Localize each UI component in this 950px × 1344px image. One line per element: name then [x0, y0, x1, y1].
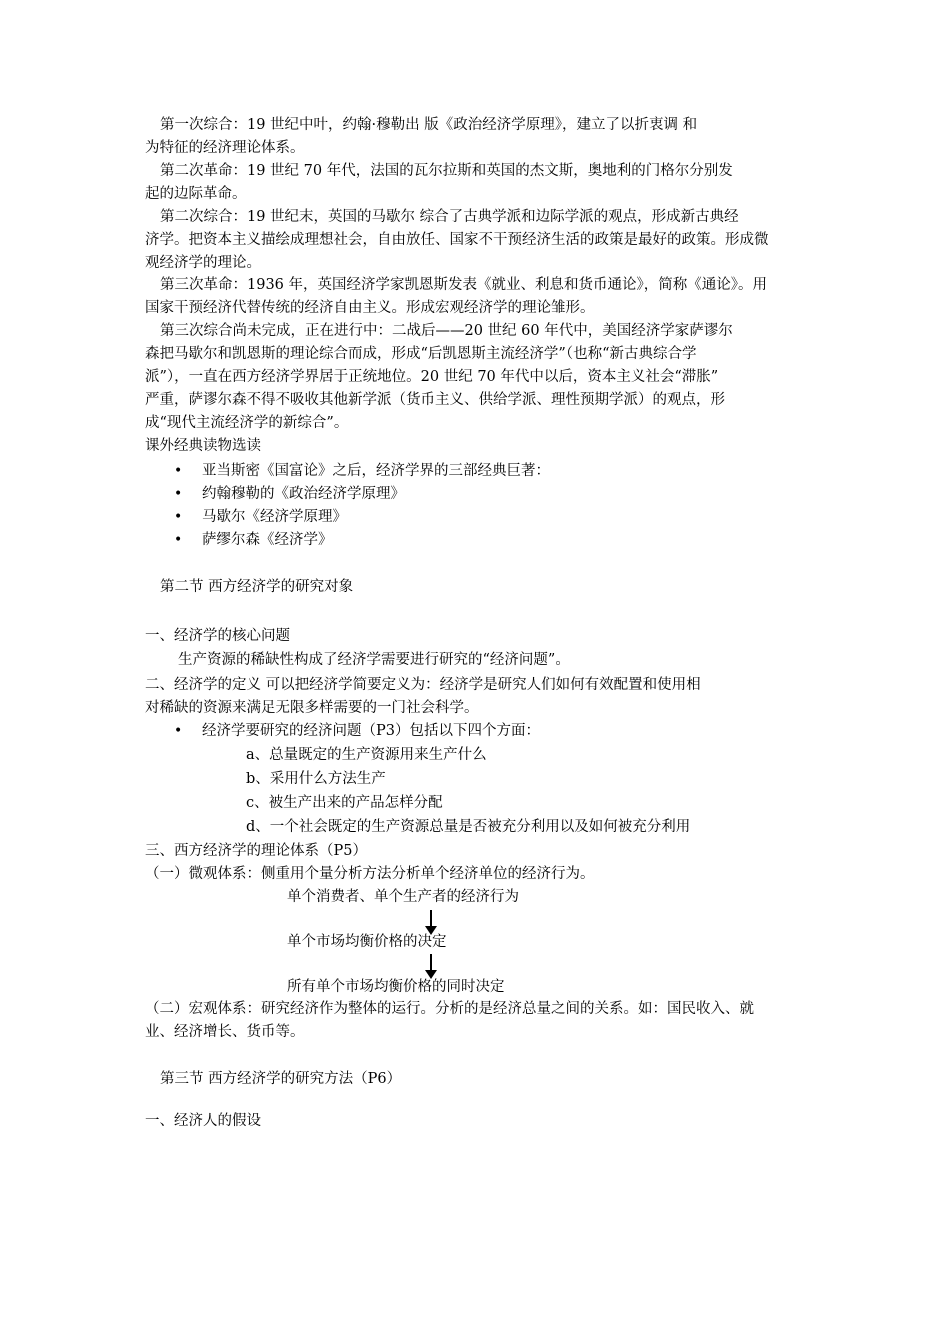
history-5-line-3: 派”），一直在西方经济学界居于正统地位。20 世纪 70 年代中以后，资本主义社会“滞胀” [145, 369, 719, 385]
definition-line-2: 对稀缺的资源来满足无限多样需要的一门社会科学。 [145, 700, 479, 716]
history-3-line-3: 观经济学的理论。 [145, 255, 261, 271]
down-arrow-icon [430, 954, 432, 971]
flow-step-2: 单个市场均衡价格的决定 [287, 934, 447, 950]
economic-man-heading: 一、经济人的假设 [145, 1113, 261, 1129]
problem-item: b、采用什么方法生产 [246, 771, 386, 787]
definition-line-1: 二、经济学的定义 可以把经济学简要定义为：经济学是研究人们如何有效配置和使用相 [145, 677, 701, 693]
history-1-line-1: 第一次综合：19 世纪中叶，约翰·穆勒出 版《政治经济学原理》，建立了以折衷调 和 [160, 117, 698, 133]
bullet-icon: • [174, 486, 183, 502]
core-problem-text: 生产资源的稀缺性构成了经济学需要进行研究的“经济问题”。 [178, 652, 570, 668]
history-4-line-1: 第三次革命：1936 年，英国经济学家凯恩斯发表《就业、利息和货币通论》，简称《通论》。用 [160, 277, 768, 293]
history-2-line-2: 起的边际革命。 [145, 186, 247, 202]
flow-step-3: 所有单个市场均衡价格的同时决定 [287, 979, 505, 995]
problems-intro: 经济学要研究的经济问题（P3）包括以下四个方面： [202, 723, 540, 739]
history-2-line-1: 第二次革命：19 世纪 70 年代，法国的瓦尔拉斯和英国的杰文斯，奥地利的门格尔分别发 [160, 163, 733, 179]
problem-item: c、被生产出来的产品怎样分配 [246, 795, 443, 811]
history-4-line-2: 国家干预经济代替传统的经济自由主义。形成宏观经济学的理论雏形。 [145, 300, 595, 316]
macro-system-line-2: 业、经济增长、货币等。 [145, 1024, 305, 1040]
section-2-title: 第二节 西方经济学的研究对象 [160, 579, 354, 595]
history-5-line-2: 森把马歇尔和凯恩斯的理论综合而成，形成“后凯恩斯主流经济学”（也称“新古典综合学 [145, 346, 697, 362]
bullet-icon: • [174, 509, 183, 525]
history-5-line-4: 严重，萨谬尔森不得不吸收其他新学派（货币主义、供给学派、理性预期学派）的观点，形 [145, 392, 725, 408]
problem-item: d、一个社会既定的生产资源总量是否被充分利用以及如何被充分利用 [246, 819, 691, 835]
reading-item: 亚当斯密《国富论》之后，经济学界的三部经典巨著： [202, 463, 550, 479]
history-5-line-5: 成“现代主流经济学的新综合”。 [145, 415, 349, 431]
macro-system-line-1: （二）宏观体系：研究经济作为整体的运行。分析的是经济总量之间的关系。如：国民收入、就 [145, 1001, 754, 1017]
reading-item: 马歇尔《经济学原理》 [202, 509, 347, 525]
down-arrow-icon [430, 910, 432, 927]
history-1-line-2: 为特征的经济理论体系。 [145, 140, 305, 156]
history-5-line-1: 第三次综合尚未完成，正在进行中：二战后——20 世纪 60 年代中，美国经济学家萨谬尔 [160, 323, 733, 339]
bullet-icon: • [174, 532, 183, 548]
problem-item: a、总量既定的生产资源用来生产什么 [246, 747, 487, 763]
section-3-title: 第三节 西方经济学的研究方法（P6） [160, 1071, 402, 1087]
core-problem-heading: 一、经济学的核心问题 [145, 628, 290, 644]
flow-step-1: 单个消费者、单个生产者的经济行为 [287, 889, 519, 905]
history-3-line-1: 第二次综合：19 世纪末，英国的马歇尔 综合了古典学派和边际学派的观点，形成新古典经 [160, 209, 739, 225]
reading-heading: 课外经典读物选读 [145, 438, 261, 454]
history-3-line-2: 济学。把资本主义描绘成理想社会，自由放任、国家不干预经济生活的政策是最好的政策。形成微 [145, 232, 769, 248]
micro-system: （一）微观体系：侧重用个量分析方法分析单个经济单位的经济行为。 [145, 866, 595, 882]
reading-item: 萨缪尔森《经济学》 [202, 532, 333, 548]
theory-system-heading: 三、西方经济学的理论体系（P5） [145, 843, 367, 859]
bullet-icon: • [174, 463, 183, 479]
reading-item: 约翰穆勒的《政治经济学原理》 [202, 486, 405, 502]
bullet-icon: • [174, 723, 183, 739]
